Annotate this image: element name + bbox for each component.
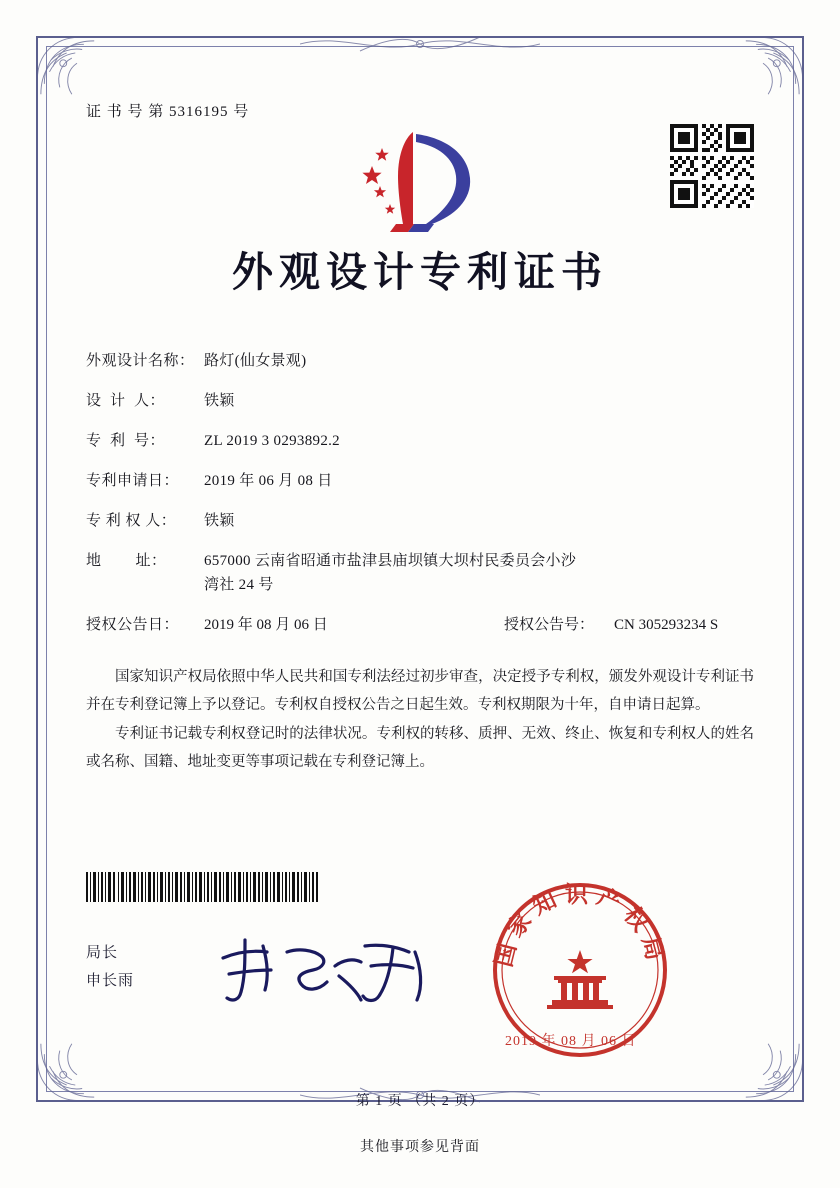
field-value: 2019 年 06 月 08 日 xyxy=(204,473,333,489)
cnipa-logo-icon xyxy=(350,120,490,240)
address-line-1: 657000 云南省昭通市盐津县庙坝镇大坝村民委员会小沙 xyxy=(204,553,577,569)
field-label: 地 址： xyxy=(86,553,167,569)
signature-block xyxy=(86,940,134,996)
seal-top-text: 国家知识产权局 xyxy=(490,882,670,970)
address-line-2: 湾社 24 号 xyxy=(204,577,274,593)
field-application-date xyxy=(86,474,754,489)
field-grant-announcement xyxy=(86,618,754,633)
seal-date: 2019 年 08 月 06 日 xyxy=(505,1034,637,1049)
field-value: 铁颖 xyxy=(204,513,235,529)
legal-paragraph-2: 专利证书记载专利权登记时的法律状况。专利权的转移、质押、无效、终止、恢复和专利权人的姓名或名称、国籍、地址变更等事项记载在专利登记簿上。 xyxy=(86,725,754,770)
grant-date-value: 2019 年 08 月 06 日 xyxy=(204,617,328,633)
field-value: ZL 2019 3 0293892.2 xyxy=(204,433,340,449)
field-designer xyxy=(86,394,754,409)
field-value xyxy=(204,554,754,593)
field-label: 专 利 号： xyxy=(86,433,166,449)
field-value: 路灯(仙女景观) xyxy=(204,353,307,369)
qr-code-icon xyxy=(670,124,754,208)
edge-ornament-icon xyxy=(300,31,540,57)
field-label: 外观设计名称： xyxy=(86,353,195,369)
certificate-number: 证 书 号 第 5316195 号 xyxy=(86,104,250,120)
field-label: 专 利 权 人： xyxy=(86,513,177,529)
grant-number-value: CN 305293234 S xyxy=(614,617,719,633)
field-address xyxy=(86,554,754,593)
field-list xyxy=(86,354,754,633)
page-title: 外观设计专利证书 xyxy=(232,249,608,295)
signature-name: 申长雨 xyxy=(86,972,135,989)
field-value: 铁颖 xyxy=(204,393,235,409)
barcode xyxy=(86,872,318,902)
footer-note: 其他事项参见背面 xyxy=(360,1140,480,1155)
grant-number-label: 授权公告号： xyxy=(504,617,595,633)
legal-body xyxy=(86,663,754,776)
certificate-content xyxy=(86,100,754,776)
handwritten-signature-icon xyxy=(215,930,445,1010)
field-patentee xyxy=(86,514,754,529)
field-patent-number xyxy=(86,434,754,449)
legal-paragraph-1: 国家知识产权局依照中华人民共和国专利法经过初步审查，决定授予专利权，颁发外观设计专利证书并在专利登记簿上予以登记。专利权自授权公告之日起生效。专利权期限为十年，自申请日起算。 xyxy=(86,669,754,714)
field-label: 设 计 人： xyxy=(86,393,166,409)
field-label: 专利申请日： xyxy=(86,473,180,489)
signature-role: 局长 xyxy=(86,945,119,961)
field-label: 授权公告日： xyxy=(86,617,180,633)
field-design-name xyxy=(86,354,754,369)
page-number: 第 1 页 （共 2 页） xyxy=(355,1094,485,1109)
